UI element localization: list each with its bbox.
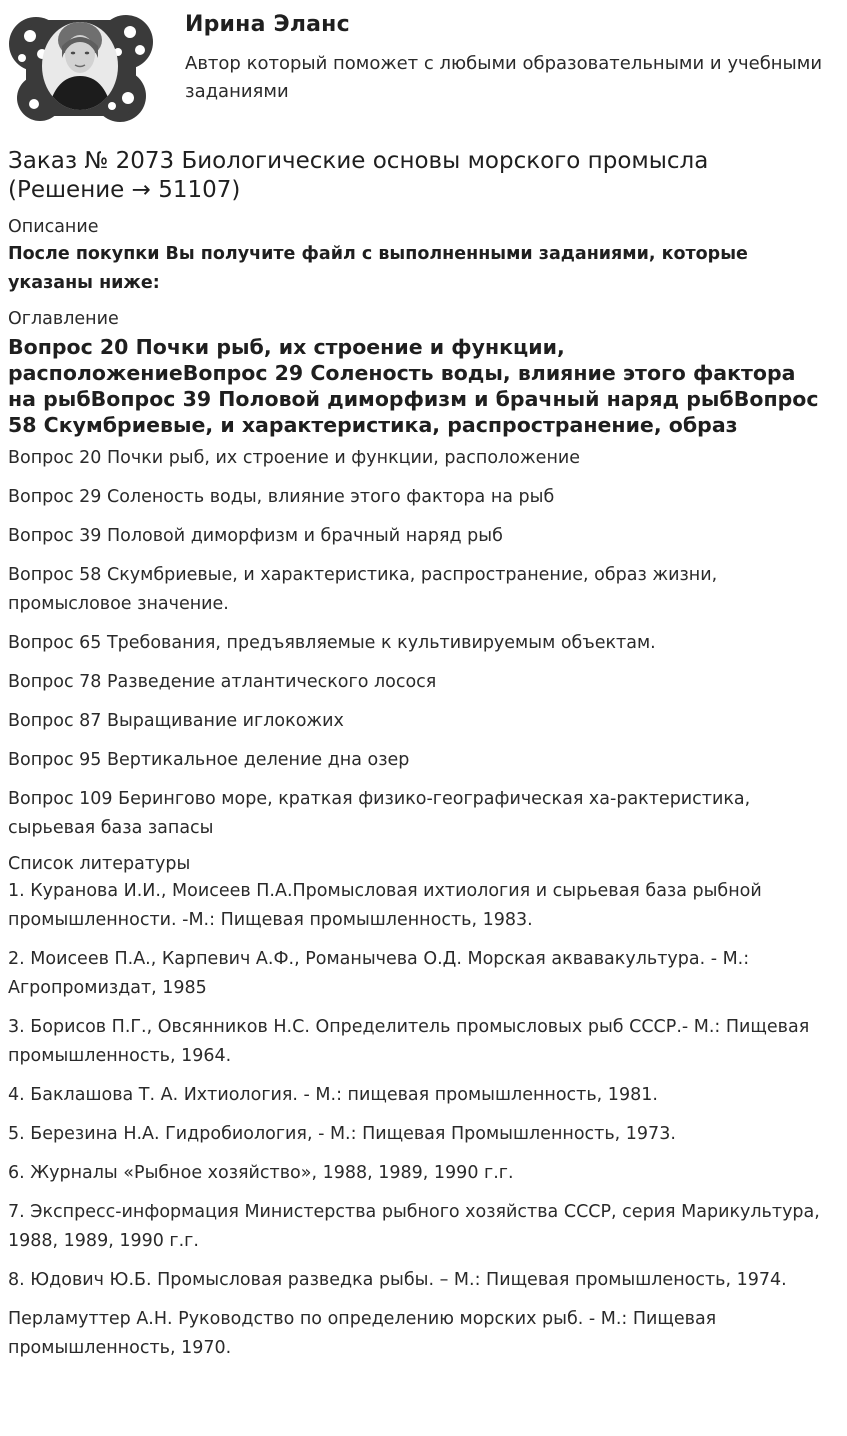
description-label: Описание (8, 217, 99, 237)
literature-list (8, 877, 830, 1363)
question-item: Вопрос 58 Скумбриевые, и характеристика, распространение, образ жизни, промысловое значение. (8, 565, 718, 614)
literature-item: 6. Журналы «Рыбное хозяйство», 1988, 1989, 1990 г.г. (8, 1163, 514, 1183)
literature-item: 8. Юдович Ю.Б. Промысловая разведка рыбы. – М.: Пищевая промышленость, 1974. (8, 1270, 787, 1290)
author-card (8, 0, 830, 130)
author-avatar[interactable] (8, 6, 153, 126)
question-item: Вопрос 20 Почки рыб, их строение и функции, расположение (8, 448, 581, 468)
author-name[interactable]: Ирина Эланс (185, 12, 350, 37)
literature-label: Список литературы (8, 854, 191, 874)
literature-item: 5. Березина Н.А. Гидробиология, - М.: Пищевая Промышленность, 1973. (8, 1124, 676, 1144)
order-title: Заказ № 2073 Биологические основы морского промысла (Решение → 51107) (8, 148, 709, 203)
question-list (8, 444, 830, 843)
contents-label: Оглавление (8, 309, 119, 329)
literature-item: 1. Куранова И.И., Моисеев П.А.Промысловая ихтиология и сырьевая база рыбной промышленности. -М.: Пищевая промышленность, 1983. (8, 881, 762, 930)
question-item: Вопрос 29 Соленость воды, влияние этого фактора на рыб (8, 487, 555, 507)
page (8, 0, 830, 1373)
literature-item: 2. Моисеев П.А., Карпевич А.Ф., Романычева О.Д. Морская аквавакультура. - М.: Агропромиздат, 1985 (8, 949, 750, 998)
description-intro: После покупки Вы получите файл с выполненными заданиями, которые указаны ниже: (8, 244, 748, 293)
question-item: Вопрос 78 Разведение атлантического лосося (8, 672, 437, 692)
contents-bold-block: Вопрос 20 Почки рыб, их строение и функции, расположениеВопрос 29 Соленость воды, влияние этого фактора на рыбВопрос 39 Половой диморфизм и брачный наряд рыбВопрос 58 Скумбриевые, и характеристика, распространение, образ (8, 335, 819, 437)
author-description: Автор который поможет с любыми образовательными и учебными заданиями (185, 53, 823, 102)
question-item: Вопрос 39 Половой диморфизм и брачный наряд рыб (8, 526, 503, 546)
literature-item: Перламуттер А.Н. Руководство по определению морских рыб. - М.: Пищевая промышленность, 1970. (8, 1309, 717, 1358)
question-item: Вопрос 65 Требования, предъявляемые к культивируемым объектам. (8, 633, 656, 653)
question-item: Вопрос 109 Берингово море, краткая физико-географическая ха-рактеристика, сырьевая база запасы (8, 789, 751, 838)
literature-item: 7. Экспресс-информация Министерства рыбного хозяйства СССР, серия Марикультура, 1988, 1989, 1990 г.г. (8, 1202, 820, 1251)
question-item: Вопрос 87 Выращивание иглокожих (8, 711, 344, 731)
literature-item: 3. Борисов П.Г., Овсянников Н.С. Определитель промысловых рыб СССР.- М.: Пищевая промышленность, 1964. (8, 1017, 810, 1066)
question-item: Вопрос 95 Вертикальное деление дна озер (8, 750, 410, 770)
literature-item: 4. Баклашова Т. А. Ихтиология. - М.: пищевая промышленность, 1981. (8, 1085, 658, 1105)
